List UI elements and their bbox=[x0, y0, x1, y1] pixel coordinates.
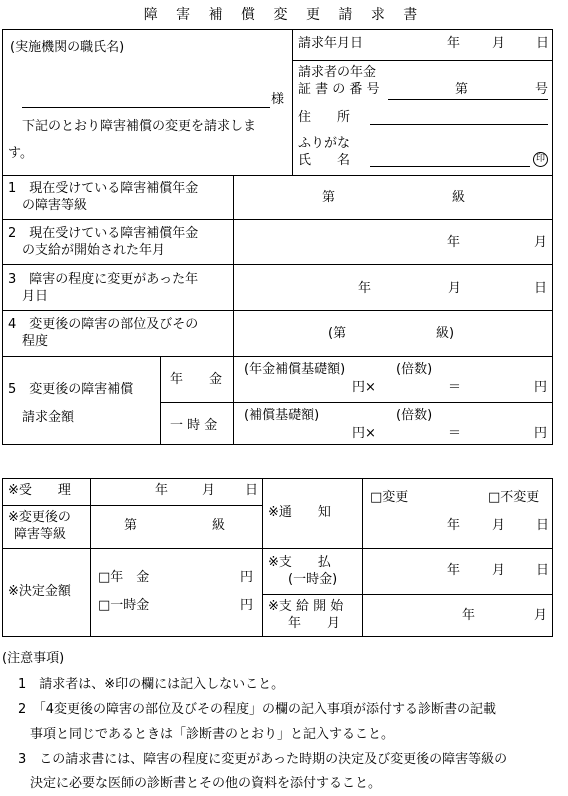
request-text-line1: 下記のとおり障害補償の変更を請求しま bbox=[22, 119, 257, 134]
payment-label-1: ※支 払 bbox=[268, 555, 331, 570]
item3-month[interactable]: 月 bbox=[448, 281, 462, 296]
lump-sum-multiplier-label: (倍数) bbox=[396, 408, 433, 423]
payment-day[interactable]: 日 bbox=[536, 563, 550, 578]
item5-label-1: 5 変更後の障害補償 bbox=[8, 382, 134, 397]
item3-label-1: 3 障害の程度に変更があった年 bbox=[8, 272, 199, 287]
new-grade-label-2: 障害等級 bbox=[14, 527, 67, 542]
note-2-line2: 事項と同じであるときは「診断書のとおり」と記入すること。 bbox=[30, 727, 395, 742]
start-year[interactable]: 年 bbox=[462, 608, 476, 623]
claim-date-day[interactable]: 日 bbox=[536, 36, 550, 51]
notice-day[interactable]: 日 bbox=[536, 518, 550, 533]
item3-label-2: 月日 bbox=[22, 289, 49, 304]
item2-label-1: 2 現在受けている障害補償年金 bbox=[8, 226, 199, 241]
agency-underline[interactable] bbox=[22, 107, 270, 108]
payment-month[interactable]: 月 bbox=[492, 563, 506, 578]
start-label-2: 年 月 bbox=[288, 616, 341, 631]
pension-number-field[interactable] bbox=[388, 99, 548, 100]
pension-yen[interactable]: 円 bbox=[534, 380, 548, 395]
receipt-year[interactable]: 年 bbox=[155, 483, 169, 498]
claim-date-month[interactable]: 月 bbox=[492, 36, 506, 51]
lump-sum-row-label: 一 時 金 bbox=[170, 418, 218, 433]
lump-sum-yen-times[interactable]: 円× bbox=[352, 426, 376, 441]
address-label: 住 所 bbox=[298, 110, 351, 125]
decision-lump-checkbox[interactable]: □一時金 bbox=[98, 598, 150, 613]
pension-yen-times[interactable]: 円× bbox=[352, 380, 376, 395]
sama-label: 様 bbox=[271, 92, 285, 107]
decision-pension-checkbox[interactable]: □年 金 bbox=[98, 570, 150, 585]
form-title: 障 害 補 償 変 更 請 求 書 bbox=[143, 7, 425, 23]
seal-icon: 印 bbox=[533, 152, 548, 167]
agency-label: (実施機関の職氏名) bbox=[10, 40, 125, 55]
lump-sum-base-label: (補償基礎額) bbox=[244, 408, 320, 423]
furigana-label: ふりがな bbox=[298, 136, 351, 151]
payment-year[interactable]: 年 bbox=[447, 563, 461, 578]
new-grade-dai[interactable]: 第 bbox=[124, 518, 138, 533]
item4-grade-open[interactable]: (第 bbox=[328, 326, 347, 341]
decision-lump-yen[interactable]: 円 bbox=[240, 598, 254, 613]
address-field[interactable] bbox=[370, 124, 548, 125]
pension-equals: ＝ bbox=[448, 380, 462, 395]
notice-year[interactable]: 年 bbox=[447, 518, 461, 533]
item4-label-1: 4 変更後の障害の部位及びその bbox=[8, 317, 199, 332]
note-1: 1 請求者は、※印の欄には記入しないこと。 bbox=[18, 677, 285, 692]
note-3-line1: 3 この請求書には、障害の程度に変更があった時期の決定及び変更後の障害等級の bbox=[18, 752, 508, 767]
receipt-day[interactable]: 日 bbox=[245, 483, 259, 498]
item1-dai[interactable]: 第 bbox=[322, 190, 336, 205]
name-field[interactable] bbox=[370, 166, 530, 167]
item1-label-1: 1 現在受けている障害補償年金 bbox=[8, 181, 199, 196]
item1-label-2: の障害等級 bbox=[22, 198, 88, 213]
pension-number-label-2: 証 書 の 番 号 bbox=[298, 82, 380, 97]
claim-date-year[interactable]: 年 bbox=[447, 36, 461, 51]
notice-unchanged-checkbox[interactable]: □不変更 bbox=[488, 490, 540, 505]
pension-base-label: (年金補償基礎額) bbox=[244, 362, 346, 377]
item2-month[interactable]: 月 bbox=[534, 235, 548, 250]
claim-date-label: 請求年月日 bbox=[298, 36, 364, 51]
start-month[interactable]: 月 bbox=[534, 608, 548, 623]
notice-label: ※通 知 bbox=[268, 505, 331, 520]
notice-month[interactable]: 月 bbox=[492, 518, 506, 533]
notes-heading: (注意事項) bbox=[2, 651, 65, 666]
item3-year[interactable]: 年 bbox=[358, 281, 372, 296]
receipt-label: ※受 理 bbox=[8, 483, 71, 498]
receipt-month[interactable]: 月 bbox=[202, 483, 216, 498]
decision-amount-label: ※決定金額 bbox=[8, 584, 71, 599]
decision-pension-yen[interactable]: 円 bbox=[240, 570, 254, 585]
request-text-line2: す。 bbox=[8, 146, 33, 161]
lump-sum-yen[interactable]: 円 bbox=[534, 426, 548, 441]
item4-label-2: 程度 bbox=[22, 334, 49, 349]
pension-multiplier-label: (倍数) bbox=[396, 362, 433, 377]
lump-sum-equals: ＝ bbox=[448, 426, 462, 441]
new-grade-label-1: ※変更後の bbox=[8, 510, 71, 525]
item3-day[interactable]: 日 bbox=[534, 281, 548, 296]
payment-label-2: (一時金) bbox=[288, 572, 338, 587]
note-2-line1: 2 「4変更後の障害の部位及びその程度」の欄の記入事項が添付する診断書の記載 bbox=[18, 702, 497, 717]
pension-number-dai: 第 bbox=[455, 82, 469, 97]
pension-row-label: 年 金 bbox=[170, 372, 223, 387]
item5-label-2: 請求金額 bbox=[22, 410, 75, 425]
new-grade-kyu[interactable]: 級 bbox=[212, 518, 226, 533]
notice-changed-checkbox[interactable]: □変更 bbox=[370, 490, 409, 505]
start-label-1: ※支 給 開 始 bbox=[268, 599, 344, 614]
note-3-line2: 決定に必要な医師の診断書とその他の資料を添付すること。 bbox=[30, 776, 382, 791]
name-label: 氏 名 bbox=[298, 153, 351, 168]
item2-label-2: の支給が開始された年月 bbox=[22, 243, 166, 258]
pension-number-go: 号 bbox=[535, 82, 549, 97]
item4-grade-close[interactable]: 級) bbox=[436, 326, 455, 341]
item2-year[interactable]: 年 bbox=[447, 235, 461, 250]
item1-kyu[interactable]: 級 bbox=[452, 190, 466, 205]
pension-number-label-1: 請求者の年金 bbox=[298, 65, 377, 80]
